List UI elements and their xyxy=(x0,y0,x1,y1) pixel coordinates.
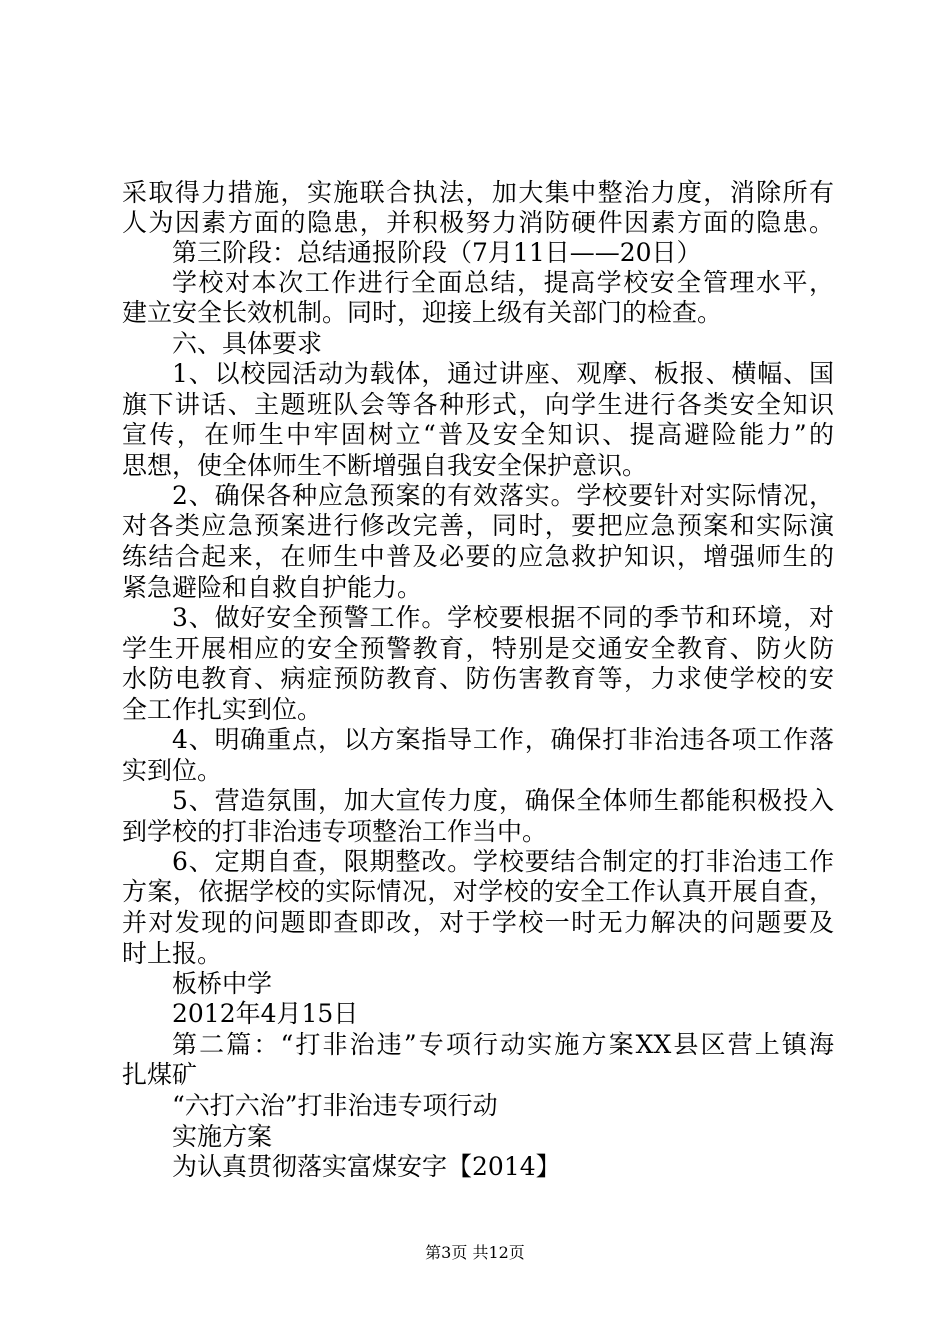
paragraph-line: 6、定期自查，限期整改。学校要结合制定的打非治违工作 xyxy=(172,847,834,876)
paragraph-line: 思想，使全体师生不断增强自我安全保护意识。 xyxy=(122,451,648,480)
paragraph-line: 建立安全长效机制。同时，迎接上级有关部门的检查。 xyxy=(122,298,723,327)
paragraph-line: 5、营造氛围，加大宣传力度，确保全体师生都能积极投入 xyxy=(172,786,834,815)
article-title: 第二篇：“打非治违”专项行动实施方案XX县区营上镇海 xyxy=(172,1030,834,1059)
paragraph-line: 采取得力措施，实施联合执法，加大集中整治力度，消除所有 xyxy=(122,178,834,207)
article-subtitle: “六打六治”打非治违专项行动 xyxy=(172,1091,498,1120)
paragraph-line: 4、明确重点，以方案指导工作，确保打非治违各项工作落 xyxy=(172,725,834,754)
paragraph-line: 3、做好安全预警工作。学校要根据不同的季节和环境，对 xyxy=(172,603,834,632)
article-title: 扎煤矿 xyxy=(122,1060,198,1089)
signature-date: 2012年4月15日 xyxy=(172,999,359,1028)
page-number-footer: 第3页 共12页 xyxy=(425,1243,525,1262)
paragraph-line: 实到位。 xyxy=(122,756,223,785)
article-subtitle: 实施方案 xyxy=(172,1122,273,1151)
signature-organization: 板桥中学 xyxy=(172,969,273,998)
paragraph-line: 1、以校园活动为载体，通过讲座、观摩、板报、横幅、国 xyxy=(172,359,834,388)
paragraph-line: 方案，依据学校的实际情况，对学校的安全工作认真开展自查， xyxy=(122,877,834,906)
paragraph-line: 紧急避险和自救自护能力。 xyxy=(122,573,423,602)
paragraph-line: 时上报。 xyxy=(122,939,223,968)
paragraph-line: 为认真贯彻落实富煤安字【2014】 xyxy=(172,1152,561,1181)
paragraph-line: 宣传，在师生中牢固树立“普及安全知识、提高避险能力”的 xyxy=(122,420,834,449)
paragraph-line: 学校对本次工作进行全面总结，提高学校安全管理水平， xyxy=(172,268,834,297)
paragraph-line: 水防电教育、病症预防教育、防伤害教育等，力求使学校的安 xyxy=(122,664,834,693)
paragraph-line: 学生开展相应的安全预警教育，特别是交通安全教育、防火防 xyxy=(122,634,834,663)
paragraph-line: 对各类应急预案进行修改完善，同时，要把应急预案和实际演 xyxy=(122,511,834,540)
paragraph-line: 全工作扎实到位。 xyxy=(122,695,323,724)
paragraph-line: 旗下讲话、主题班队会等各种形式，向学生进行各类安全知识 xyxy=(122,390,834,419)
paragraph-line: 练结合起来，在师生中普及必要的应急救护知识，增强师生的 xyxy=(122,542,834,571)
paragraph-line: 到学校的打非治违专项整治工作当中。 xyxy=(122,817,548,846)
paragraph-line: 人为因素方面的隐患，并积极努力消防硬件因素方面的隐患。 xyxy=(122,208,834,237)
paragraph-line: 2、确保各种应急预案的有效落实。学校要针对实际情况， xyxy=(172,481,834,510)
section-heading: 第三阶段：总结通报阶段（7月11日——20日） xyxy=(172,238,702,267)
section-heading: 六、具体要求 xyxy=(172,329,323,358)
paragraph-line: 并对发现的问题即查即改，对于学校一时无力解决的问题要及 xyxy=(122,908,834,937)
